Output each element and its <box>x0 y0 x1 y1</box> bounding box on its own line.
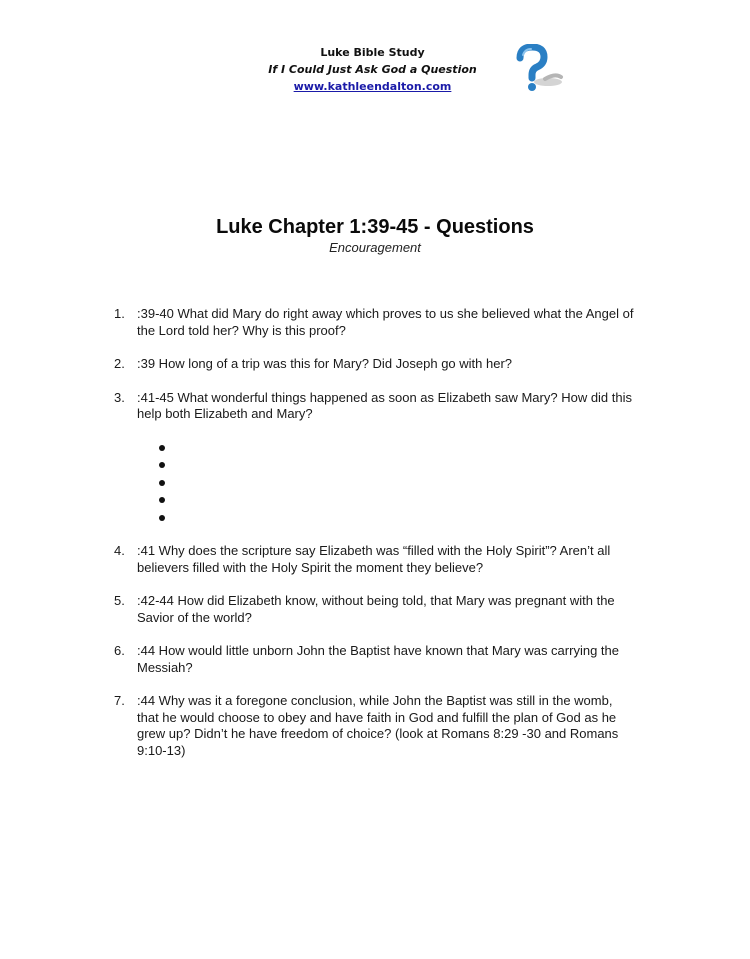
empty-bullet <box>137 456 634 474</box>
study-series-title: Luke Bible Study <box>320 46 425 59</box>
question-number: 6. <box>114 643 125 658</box>
question-item <box>114 693 634 759</box>
question-number: 3. <box>114 389 125 405</box>
question-item <box>114 643 634 676</box>
question-number: 7. <box>114 693 125 708</box>
question-mark-icon <box>512 44 568 94</box>
question-text: :42-44 How did Elizabeth know, without being told, that Mary was pregnant with the Savior of the world? <box>137 593 615 625</box>
page-title: Luke Chapter 1:39-45 - Questions <box>216 216 534 238</box>
website-link[interactable]: www.kathleendalton.com <box>293 80 452 93</box>
question-list <box>114 306 634 776</box>
question-text: :39-40 What did Mary do right away which proves to us she believed what the Angel of the Lord told her? Why is this proof? <box>137 306 634 338</box>
question-item <box>114 593 634 626</box>
question-text: :41-45 What wonderful things happened as soon as Elizabeth saw Mary? How did this help both Elizabeth and Mary? <box>137 389 633 421</box>
question-text: :44 Why was it a foregone conclusion, while John the Baptist was still in the womb, that he would choose to obey and have faith in God and fulfill the plan of God as he grew up? Didn’t he have freedom of choice? (look at Romans 8:29 -30 and Romans 9:10-13) <box>137 693 619 758</box>
question-number: 4. <box>114 543 125 558</box>
study-series-subtitle: If I Could Just Ask God a Question <box>268 63 477 76</box>
title-block <box>0 214 750 256</box>
empty-bullet <box>137 491 634 509</box>
page-subtitle: Encouragement <box>329 240 421 255</box>
answer-bullet-list <box>137 439 634 527</box>
question-number: 1. <box>114 306 125 321</box>
question-text: :39 How long of a trip was this for Mary? Did Joseph go with her? <box>137 356 513 371</box>
question-text: :44 How would little unborn John the Baptist have known that Mary was carrying the Messiah? <box>137 643 619 675</box>
empty-bullet <box>137 509 634 527</box>
question-item <box>114 356 634 373</box>
question-item <box>114 390 634 527</box>
question-number: 2. <box>114 356 125 371</box>
question-text: :41 Why does the scripture say Elizabeth was “filled with the Holy Spirit”? Aren’t all believers filled with the Holy Spirit the moment they believe? <box>137 543 611 575</box>
empty-bullet <box>137 439 634 457</box>
question-number: 5. <box>114 593 125 608</box>
document-header <box>250 44 495 95</box>
question-item <box>114 543 634 576</box>
question-item <box>114 306 634 339</box>
empty-bullet <box>137 474 634 492</box>
